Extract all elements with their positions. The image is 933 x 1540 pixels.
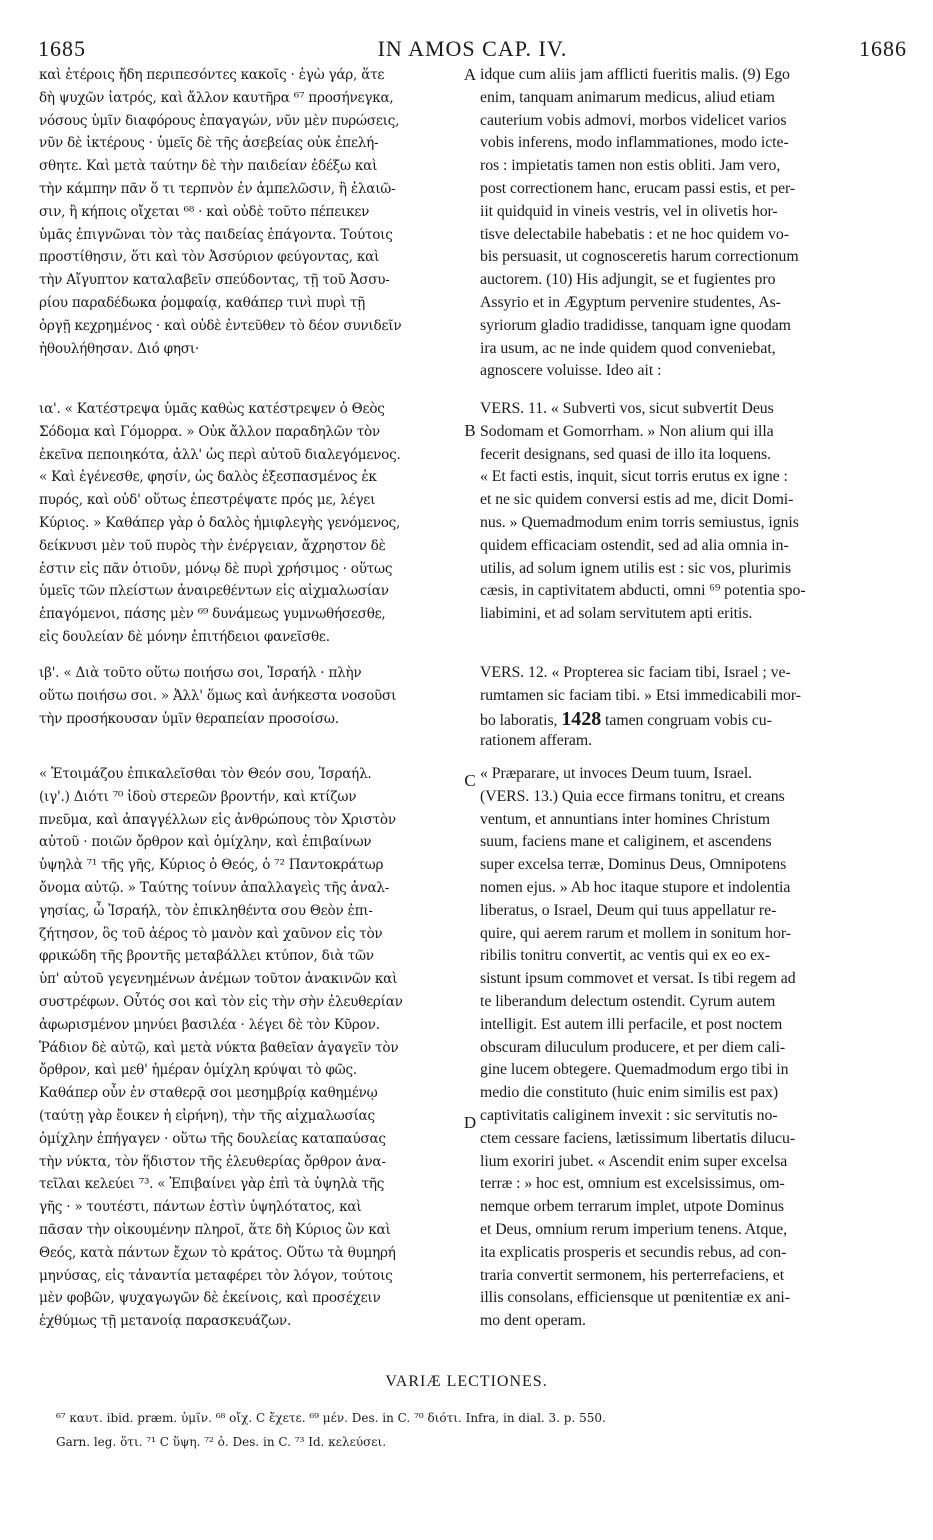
latin-text: tamen congruam vobis cu- bbox=[601, 711, 772, 729]
greek-block-2 bbox=[39, 398, 462, 649]
latin-line: medio die constituto (huic enim similis est pax) bbox=[480, 1084, 779, 1102]
greek-line: γῆς · » τουτέστι, πάντων ἐστὶν ὑψηλότατος, καὶ bbox=[39, 1199, 362, 1216]
latin-line: sistunt ipsum commovet et versat. Is tibi regem ad bbox=[480, 970, 796, 988]
latin-line: nomen ejus. » Ab hoc itaque stupore et indolentia bbox=[480, 878, 791, 896]
latin-line: te liberandum delectum ostendit. Cyrum autem bbox=[480, 992, 776, 1010]
latin-line: Assyrio et in Ægyptum pervenire studentes, As- bbox=[480, 293, 781, 311]
greek-line: ἐκεῖνα πεποιηκότα, ἀλλ' ὡς περὶ αὐτοῦ διαλεγόμενος. bbox=[39, 446, 401, 463]
greek-line: τὴν νύκτα, τὸν ἥδιστον τῆς ἐλευθερίας ὄρθρον ἀνα- bbox=[39, 1153, 386, 1170]
latin-line: (VERS. 13.) Quia ecce firmans tonitru, et creans bbox=[480, 787, 785, 805]
greek-line: ἐχθύμως τῇ μετανοίᾳ παρασκευάζων. bbox=[39, 1313, 292, 1330]
latin-line: et ne sic quidem conversi estis ad me, dicit Domi- bbox=[480, 491, 794, 509]
latin-line: iit quidquid in vineis vestris, vel in olivetis hor- bbox=[480, 202, 778, 220]
latin-line: ventum, et annuntians inter homines Christum bbox=[480, 810, 771, 828]
greek-line: πᾶσαν τὴν οἰκουμένην πληροῖ, ἅτε δὴ Κύριος ὢν καὶ bbox=[39, 1221, 391, 1238]
latin-line: VERS. 11. « Subverti vos, sicut subvertit Deus bbox=[480, 400, 774, 417]
greek-line: καὶ ἑτέροις ἤδη περιπεσόντες κακοῖς · ἐγὼ γάρ, ἅτε bbox=[39, 67, 385, 83]
variae-lectiones-title: VARIÆ LECTIONES. bbox=[385, 1373, 548, 1390]
latin-line: bis persuasit, ut cognosceretis harum correctionum bbox=[480, 248, 799, 266]
latin-block-1 bbox=[480, 64, 904, 383]
latin-line: agnoscere voluisse. Ideo ait : bbox=[480, 362, 662, 380]
greek-line: προστίθησιν, ὅτι καὶ τὸν Ἀσσύριον φεύγοντας, καὶ bbox=[39, 249, 380, 266]
greek-line: ὀργῇ κεχρημένος · καὶ οὐδὲ ἐντεῦθεν τὸ δέον συνιδεῖν bbox=[39, 317, 402, 334]
latin-line: quidem efficaciam ostendit, sed ad alia omnia in- bbox=[480, 536, 789, 554]
latin-line: nemque orbem terrarum implet, utpote Dominus bbox=[480, 1198, 785, 1216]
latin-line: mo dent operam. bbox=[480, 1312, 586, 1330]
greek-line: τὴν προσήκουσαν ὑμῖν θεραπείαν προσοίσω. bbox=[39, 710, 339, 727]
running-head bbox=[38, 36, 907, 60]
greek-line: τὴν Αἴγυπτον καταλαβεῖν σπεύδοντας, τῇ τοῦ Ἀσσυ- bbox=[39, 272, 390, 289]
latin-line: tisve delectabile habebatis : et ne hoc quidem vo- bbox=[480, 225, 789, 243]
latin-line: terræ : » hoc est, omnium est excelsissimus, om- bbox=[480, 1175, 785, 1193]
latin-line: post correctionem hanc, erucam passi estis, et per- bbox=[480, 179, 796, 197]
greek-line: νόσους ὑμῖν διαφόρους ἐπαγαγών, νῦν μὲν πυρώσεις, bbox=[39, 112, 400, 129]
greek-block-4 bbox=[39, 763, 462, 1333]
greek-line: ιβ'. « Διὰ τοῦτο οὕτω ποιήσω σοι, Ἰσραήλ · πλὴν bbox=[39, 665, 362, 681]
greek-line: « Καὶ ἐγένεσθε, φησίν, ὡς δαλὸς ἐξεσπασμένος ἐκ bbox=[39, 469, 377, 486]
greek-line: δείκνυσι μὲν τοῦ πυρὸς τὴν ἐνέργειαν, ἄχρηστον δὲ bbox=[39, 537, 386, 554]
greek-line: ὁμίχλην ἐπήγαγεν · οὕτω τῆς δουλείας καταπαύσας bbox=[39, 1130, 386, 1147]
latin-line: ros : impietatis tamen non estis obliti. Jam vero, bbox=[480, 157, 781, 175]
latin-line: « Præparare, ut invoces Deum tuum, Israel. bbox=[480, 765, 753, 782]
latin-line: gine lucem obtegere. Quemadmodum ergo tibi in bbox=[480, 1061, 789, 1079]
greek-line: σθητε. Καὶ μετὰ ταύτην δὲ τὴν παιδείαν ἐδέξω καὶ bbox=[39, 158, 378, 175]
greek-line: ὄρθρον, καὶ μεθ' ἡμέραν ὁμίχλη κρύψαι τὸ φῶς. bbox=[39, 1062, 357, 1079]
latin-line: quire, qui aerem rarum et mollem in sonitum hor- bbox=[480, 924, 791, 942]
latin-line: et Deus, omnium rerum imperium tenens. Atque, bbox=[480, 1220, 788, 1238]
latin-line: cæsis, in captivitatem abducti, omni ⁶⁹ potentia spo- bbox=[480, 582, 806, 600]
footnote-line: ⁶⁷ καυτ. ibid. præm. ὑμῖν. ⁶⁸ οἴχ. C ἔχετε. ⁶⁹ μέν. Des. in C. ⁷⁰ διότι. Infra, in dial. 3. p. 550. bbox=[56, 1411, 606, 1425]
greek-line: ἐστιν εἰς πᾶν ὁτιοῦν, μόνῳ δὲ πυρὶ χρήσιμος · οὕτως bbox=[39, 560, 393, 577]
greek-line: νῦν δὲ ἰκτέρους · ὑμεῖς δὲ τῆς ἀσεβείας οὐκ ἐπελή- bbox=[39, 135, 379, 152]
latin-line: rumtamen sic faciam tibi. » Etsi immedicabili mor- bbox=[480, 686, 801, 704]
greek-line: εἰς δουλείαν δὲ μόνην ἐπιτήδειοι φανεῖσθε. bbox=[39, 628, 330, 645]
greek-line: Κύριος. » Καθάπερ γὰρ ὁ δαλὸς ἡμιφλεγὴς γενόμενος, bbox=[39, 514, 401, 531]
greek-line: ὑψηλὰ ⁷¹ τῆς γῆς, Κύριος ὁ Θεός, ὁ ⁷² Παντοκράτωρ bbox=[39, 857, 384, 874]
latin-text: bo laboratis, bbox=[480, 711, 562, 729]
greek-block-1 bbox=[39, 64, 462, 360]
latin-line: ctem cessare faciens, lætissimum libertatis dilucu- bbox=[480, 1129, 796, 1147]
latin-line: auctorem. (10) His adjungit, se et fugientes pro bbox=[480, 271, 776, 289]
greek-line: ὑμᾶς ἐπιγνῶναι τὸν τὰς παιδείας ἐπάγοντα. Τούτοις bbox=[39, 226, 393, 243]
latin-line: vobis inferens, modo inflammationes, modo icte- bbox=[480, 134, 789, 152]
greek-line: Θεός, κατὰ πάντων ἔχων τὸ κράτος. Οὕτω τὰ θυμηρή bbox=[39, 1244, 396, 1261]
greek-line: ὑμεῖς τῶν πλείστων ἀναιρεθέντων εἰς αἰχμαλωσίαν bbox=[39, 583, 389, 600]
page-number-right: 1686 bbox=[859, 36, 907, 61]
latin-line: obscuram diluculum producere, et per diem cali- bbox=[480, 1038, 786, 1056]
greek-line: ια'. « Κατέστρεψα ὑμᾶς καθὼς κατέστρεψεν ὁ Θεὸς bbox=[39, 401, 385, 417]
greek-line: ἀφωρισμένον μηνύει βασιλέα · λέγει δὲ τὸν Κῦρον. bbox=[39, 1016, 380, 1033]
greek-line: μηνύσας, εἰς τἀναντία μεταφέρει τὸν λόγον, τούτοις bbox=[39, 1267, 393, 1284]
latin-line bbox=[480, 708, 904, 731]
latin-line: nus. » Quemadmodum enim torris semiustus, ignis bbox=[480, 513, 799, 531]
greek-line: οὕτω ποιήσω σοι. » Ἀλλ' ὅμως καὶ ἀνήκεστα νοσοῦσι bbox=[39, 687, 397, 704]
latin-line: ira usum, ac ne inde quidem quod conveniebat, bbox=[480, 339, 776, 357]
greek-line: ἐπαγόμενοι, πάσης μὲν ⁶⁹ δυνάμεως γυμνωθήσεσθε, bbox=[39, 606, 386, 623]
latin-line: suum, faciens mane et caliginem, et ascendens bbox=[480, 833, 772, 851]
footnotes bbox=[56, 1406, 916, 1454]
latin-line: ita explicatis prosperis et secundis rebus, ad con- bbox=[480, 1243, 787, 1261]
margin-letter-b: B bbox=[464, 421, 476, 440]
greek-line: « Ἑτοιμάζου ἐπικαλεῖσθαι τὸν Θεόν σου, Ἰσραήλ. bbox=[39, 766, 372, 782]
latin-line: illis consolans, efficiensque ut pœnitentiæ ex ani- bbox=[480, 1289, 790, 1307]
latin-block-4 bbox=[480, 763, 904, 1333]
latin-line: liberatus, o Israel, Deum qui tuus appellatur re- bbox=[480, 901, 777, 919]
greek-line: ἠθουλήθησαν. Διό φησι· bbox=[39, 340, 199, 357]
greek-line: Ῥάδιον δὲ αὐτῷ, καὶ μετὰ νύκτα βαθεῖαν ἀγαγεῖν τὸν bbox=[39, 1039, 399, 1056]
greek-line: ρίου παραδέδωκα ῥομφαίᾳ, καθάπερ τινὶ πυρὶ τῇ bbox=[39, 294, 366, 311]
running-title: IN AMOS CAP. IV. bbox=[377, 36, 568, 61]
greek-line: ζήτησον, ὃς τοῦ ἀέρος τὸ μανὸν καὶ χαῦνον εἰς τὸν bbox=[39, 925, 383, 942]
latin-line: Sodomam et Gomorrham. » Non alium qui illa bbox=[480, 422, 774, 440]
greek-line: (ιγ'.) Διότι ⁷⁰ ἰδοὺ στερεῶν βροντήν, καὶ κτίζων bbox=[39, 788, 357, 805]
greek-line: γησίας, ὦ Ἰσραήλ, τὸν ἐπικληθέντα σου Θεὸν ἐπι- bbox=[39, 902, 373, 919]
latin-block-2 bbox=[480, 398, 904, 626]
margin-letter-a: A bbox=[463, 65, 477, 84]
greek-line: τεῖλαι κελεύει ⁷³. « Ἐπιβαίνει γὰρ ἐπὶ τὰ ὑψηλὰ τῆς bbox=[39, 1176, 385, 1193]
greek-line: Σόδομα καὶ Γόμορρα. » Οὐκ ἄλλον παραδηλῶν τὸν bbox=[39, 423, 380, 440]
footnote-line: Garn. leg. ὅτι. ⁷¹ C ὕψη. ⁷² ὁ. Des. in C. ⁷³ Id. κελεύσει. bbox=[56, 1435, 387, 1449]
latin-line: super excelsa terræ, Dominus Deus, Omnipotens bbox=[480, 856, 787, 874]
latin-line: syriorum gladio tradidisse, tanquam igne quodam bbox=[480, 316, 791, 334]
column-number: 1428 bbox=[561, 707, 602, 730]
greek-line: (ταύτῃ γὰρ ἔοικεν ἡ εἰρήνη), τὴν τῆς αἰχμαλωσίας bbox=[39, 1107, 375, 1124]
greek-line: δὴ ψυχῶν ἰατρός, καὶ ἄλλον καυτῆρα ⁶⁷ προσήνεγκα, bbox=[39, 89, 394, 106]
latin-line: enim, tanquam animarum medicus, aliud etiam bbox=[480, 88, 775, 106]
latin-line: captivitatis caliginem invexit : sic servitutis no- bbox=[480, 1106, 778, 1124]
greek-block-3 bbox=[39, 662, 462, 730]
greek-line: Καθάπερ οὖν ἐν σταθερᾷ σοι μεσημβρίᾳ καθημένῳ bbox=[39, 1085, 378, 1102]
latin-line: traria convertit sermonem, his perterrefaciens, et bbox=[480, 1266, 785, 1284]
greek-line: συστρέφων. Οὗτός σοι καὶ τὸν εἰς τὴν σὴν ἐλευθερίαν bbox=[39, 993, 403, 1010]
greek-line: μὲν φοβῶν, ψυχαγωγῶν δὲ ἐκείνοις, καὶ προσέχειν bbox=[39, 1290, 381, 1307]
greek-line: πνεῦμα, καὶ ἀπαγγέλλων εἰς ἀνθρώπους τὸν Χριστὸν bbox=[39, 811, 396, 828]
latin-line: ribilis tonitru convertit, ac ventis qui ex eo ex- bbox=[480, 947, 771, 965]
margin-letter-d: D bbox=[463, 1113, 477, 1132]
latin-line: « Et facti estis, inquit, sicut torris erutus ex igne : bbox=[480, 468, 788, 486]
latin-line: fecerit designans, sed quasi de illo ita loquens. bbox=[480, 445, 772, 463]
latin-line: liabimini, et ad solam servitutem apti eritis. bbox=[480, 605, 753, 623]
margin-letter-c: C bbox=[464, 771, 476, 790]
greek-line: φρικώδη τῆς βροντῆς μεταβάλλει κτύπον, διὰ τῶν bbox=[39, 948, 374, 965]
latin-line: cauterium vobis admovi, morbos videlicet varios bbox=[480, 111, 787, 129]
greek-line: πυρός, καὶ οὐδ' οὕτως ἐπεστρέψατε πρός με, λέγει bbox=[39, 492, 376, 509]
latin-line: utilis, ad solum ignem utilis est : sic vos, plurimis bbox=[480, 559, 792, 577]
page-number-left: 1685 bbox=[38, 36, 86, 61]
greek-line: τὴν κάμπην πᾶν ὅ τι τερπνὸν ἐν ἀμπελῶσιν, ἢ ἐλαιῶ- bbox=[39, 180, 396, 197]
latin-line: lium exoriri jubet. « Ascendit enim super excelsa bbox=[480, 1152, 788, 1170]
latin-line: rationem afferam. bbox=[480, 732, 593, 750]
latin-line: VERS. 12. « Propterea sic faciam tibi, Israel ; ve- bbox=[480, 664, 791, 681]
greek-line: σιν, ἢ κήποις οἴχεται ⁶⁸ · καὶ οὐδὲ τοῦτο πέπεικεν bbox=[39, 203, 370, 220]
latin-line: idque cum aliis jam afflicti fueritis malis. (9) Ego bbox=[480, 66, 790, 83]
greek-line: αὐτοῦ · ποιῶν ὄρθρον καὶ ὁμίχλην, καὶ ἐπιβαίνων bbox=[39, 834, 372, 851]
greek-line: ὄνομα αὐτῷ. » Ταύτης τοίνυν ἀπαλλαγεὶς τῆς ἀναλ- bbox=[39, 879, 390, 896]
latin-line: intelligit. Est autem illi perfacile, et post noctem bbox=[480, 1015, 783, 1033]
latin-block-3 bbox=[480, 662, 904, 753]
greek-line: ὑπ' αὐτοῦ γεγενημένων ἀνέμων τοῦτον ἀνακινῶν καὶ bbox=[39, 971, 398, 988]
